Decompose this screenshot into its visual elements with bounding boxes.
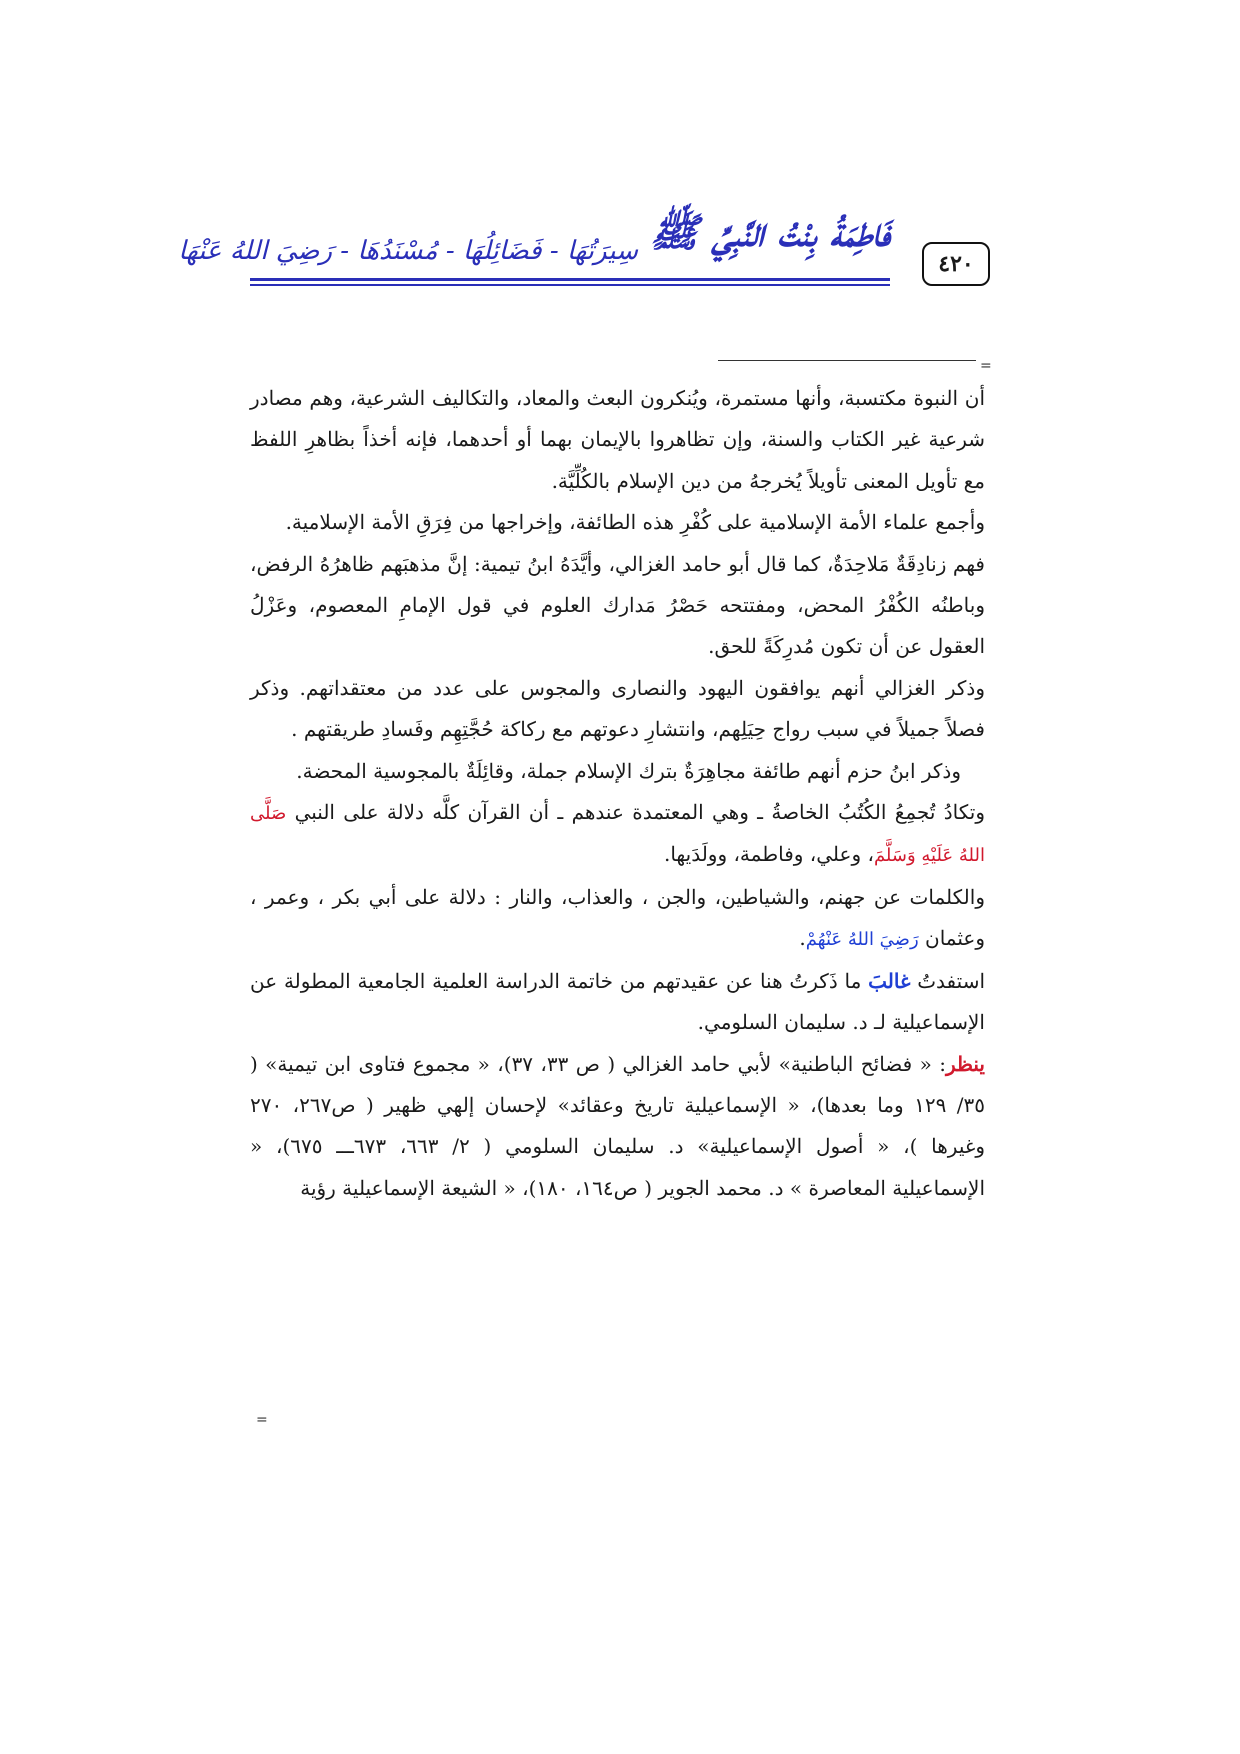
paragraph-7 [250,877,985,961]
continuation-mark-top: = [980,358,992,374]
paragraph-1: أن النبوة مكتسبة، وأنها مستمرة، ويُنكرون البعث والمعاد، والتكاليف الشرعية، وهم مصادر شرعية غير الكتاب والسنة، وإن تظاهروا بالإيمان بهما أو أحدهما، فإنه أخذاً بظاهرِ اللفظ مع تأويل المعنى تأويلاً يُخرجهُ من دين الإسلام بالكُلِّيَّة. [250,386,985,493]
paragraph-6-tail: ، وعلي، وفاطمة، وولَدَيها. [663,842,874,867]
paragraph-8 [250,961,985,1044]
paragraph-3: فهم زنادِقَةٌ مَلاحِدَةٌ، كما قال أبو حامد الغزالي، وأيَّدَهُ ابنُ تيمية: إنَّ مذهبَهم ظاهرُهُ الرفض، وباطنُه الكُفْرُ المحض، ومفتتحه حَصْرُ مَدارك العلوم في قول الإمامِ المعصوم، وعَزْلُ العقول عن أن تكون مُدرِكَةً للحق. [250,551,985,659]
book-subtitle: سِيرَتُهَا - فَضَائِلُهَا - مُسْنَدُهَا - رَضِيَ اللهُ عَنْهَا [178,236,638,266]
paragraph-8-lead: استفدتُ [917,968,986,993]
page-number: ٤٢٠ [922,242,990,286]
paragraph-6-text: وتكادُ تُجمِعُ الكُتُبُ الخاصةُ ـ وهي المعتمدة عندهم ـ أن القرآن كلَّه دلالة على النبي [294,800,985,825]
header-rule-thick [250,278,890,281]
footnote-separator [718,360,976,361]
header-rule-thin [250,284,890,286]
paragraph-5: وذكر ابنُ حزم أنهم طائفة مجاهِرَةٌ بترك الإسلام جملة، وقائِلَةٌ بالمجوسية المحضة. [296,758,961,783]
running-title [178,200,890,278]
paragraph-9 [250,1044,985,1210]
radi-honorific: رَضِيَ اللهُ عَنْهُمْ [805,929,919,951]
paragraph-7-text: والكلمات عن جهنم، والشياطين، والجن ، والعذاب، والنار : دلالة على أبي بكر ، وعمر ، وعثمان [250,884,985,951]
paragraph-2: وأجمع علماء الأمة الإسلامية على كُفْرِ هذه الطائفة، وإخراجها من فِرَقِ الأمة الإسلامية. [285,510,985,535]
paragraph-4: وذكر الغزالي أنهم يوافقون اليهود والنصارى والمجوس على عدد من معتقداتهم. وذكر فصلاً جميلاً في سبب رواج حِيَلِهم، وانتشارِ دعوتهم مع ركاكة حُجَّتِهِم وفَسادِ طريقتهم . [250,675,985,742]
see-also-label: ينظر [945,1051,985,1076]
highlight-word: غالبَ [868,968,911,993]
paragraph-7-tail: . [799,926,806,951]
continuation-mark-bottom: = [256,1412,268,1428]
page-header [178,200,990,290]
salah-honorific: صَلَّى اللهُ عَلَيْهِ وَسَلَّمَ [250,803,985,867]
footnote-body [250,378,985,1209]
book-title: فَاطِمَةُ بِنْتُ النَّبِيِّ ﷺ [650,209,890,256]
references-text: : « فضائح الباطنية» لأبي حامد الغزالي ( ص ٣٣، ٣٧)، « مجموع فتاوى ابن تيمية» ( ٣٥/ ١٢٩ وما بعدها)، « الإسماعيلية تاريخ وعقائد» لإحسان إلهي ظهير ( ص٢٦٧، ٢٧٠ وغيرها )، « أصول الإسماعيلية» د. سليمان السلومي ( ٢/ ٦٦٣، ٦٧٣ـــ ٦٧٥)، « الإسماعيلية المعاصرة » د. محمد الجوير ( ص١٦٤، ١٨٠)، « الشيعة الإسماعيلية رؤية [250,1051,985,1200]
paragraph-6 [250,792,985,877]
paragraph-8-text: ما ذَكرتُ هنا عن عقيدتهم من خاتمة الدراسة العلمية الجامعية المطولة عن الإسماعيلية لـ د. سليمان السلومي. [250,968,985,1035]
